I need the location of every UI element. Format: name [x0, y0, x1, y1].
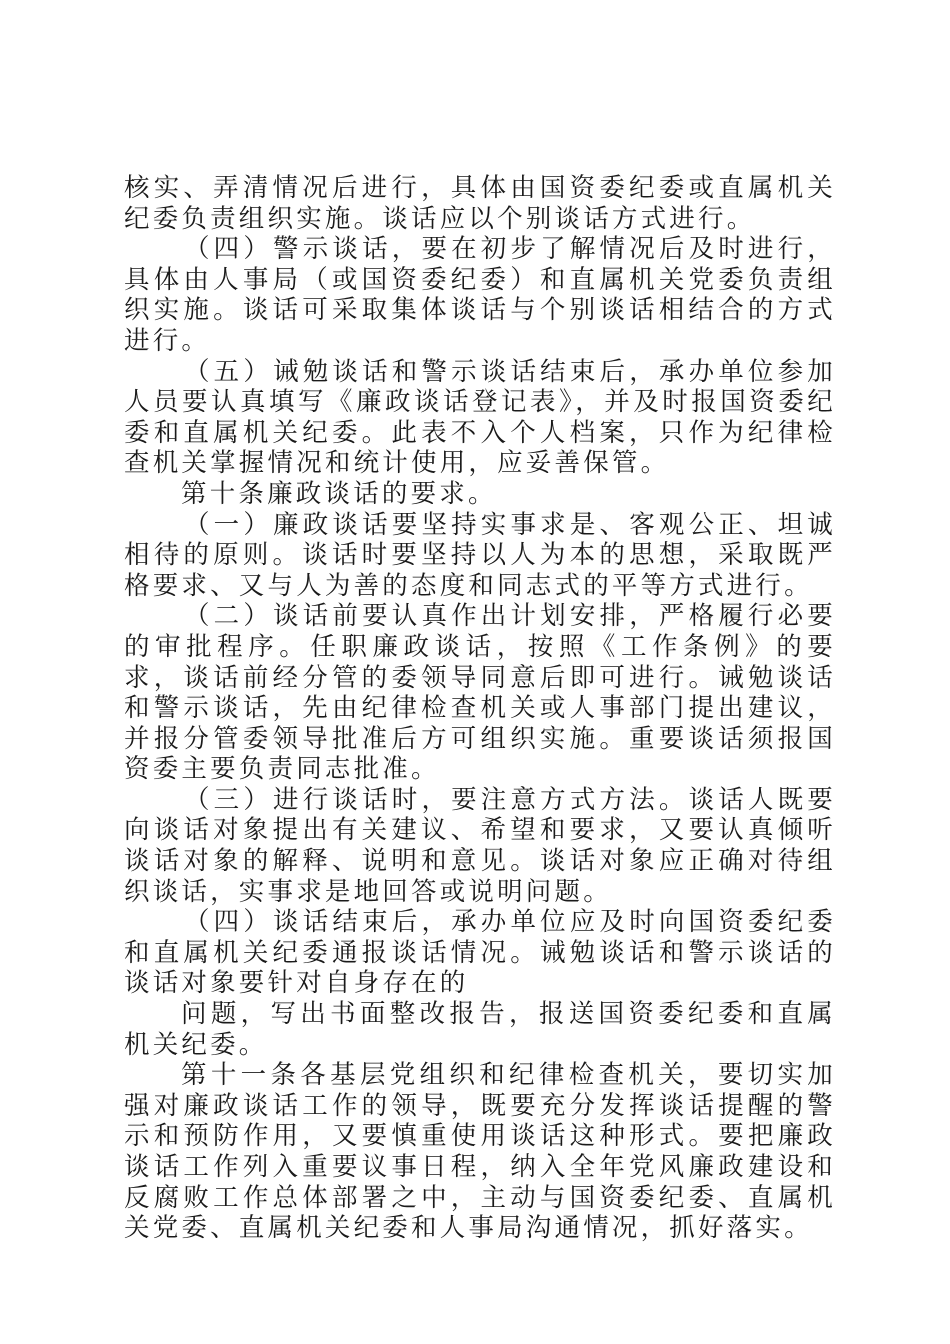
paragraph-6: （二）谈话前要认真作出计划安排，严格履行必要的审批程序。任职廉政谈话，按照《工作条例》的要求，谈话前经分管的委领导同意后即可进行。诫勉谈话和警示谈话，先由纪律检查机关或人事部门提出建议，并报分管委领导批准后方可组织实施。重要谈话须报国资委主要负责同志批准。 [124, 601, 836, 785]
paragraph-8: （四）谈话结束后，承办单位应及时向国资委纪委和直属机关纪委通报谈话情况。诫勉谈话和警示谈话的谈话对象要针对自身存在的 [124, 907, 836, 999]
document-body [124, 173, 836, 1244]
paragraph-5: （一）廉政谈话要坚持实事求是、客观公正、坦诚相待的原则。谈话时要坚持以人为本的思想，采取既严格要求、又与人为善的态度和同志式的平等方式进行。 [124, 509, 836, 601]
paragraph-article-11: 第十一条各基层党组织和纪律检查机关，要切实加强对廉政谈话工作的领导，既要充分发挥谈话提醒的警示和预防作用，又要慎重使用谈话这种形式。要把廉政谈话工作列入重要议事日程，纳入全年党风廉政建设和反腐败工作总体部署之中，主动与国资委纪委、直属机关党委、直属机关纪委和人事局沟通情况，抓好落实。 [124, 1060, 836, 1244]
paragraph-1: 核实、弄清情况后进行，具体由国资委纪委或直属机关纪委负责组织实施。谈话应以个别谈话方式进行。 [124, 173, 836, 234]
paragraph-3: （五）诫勉谈话和警示谈话结束后，承办单位参加人员要认真填写《廉政谈话登记表》，并及时报国资委纪委和直属机关纪委。此表不入个人档案，只作为纪律检查机关掌握情况和统计使用，应妥善保管。 [124, 356, 836, 479]
paragraph-7: （三）进行谈话时，要注意方式方法。谈话人既要向谈话对象提出有关建议、希望和要求，又要认真倾听谈话对象的解释、说明和意见。谈话对象应正确对待组织谈话，实事求是地回答或说明问题。 [124, 784, 836, 907]
paragraph-9: 问题，写出书面整改报告，报送国资委纪委和直属机关纪委。 [124, 999, 836, 1060]
paragraph-2: （四）警示谈话，要在初步了解情况后及时进行，具体由人事局（或国资委纪委）和直属机关党委负责组织实施。谈话可采取集体谈话与个别谈话相结合的方式进行。 [124, 234, 836, 356]
paragraph-article-10-heading: 第十条廉政谈话的要求。 [181, 478, 497, 509]
